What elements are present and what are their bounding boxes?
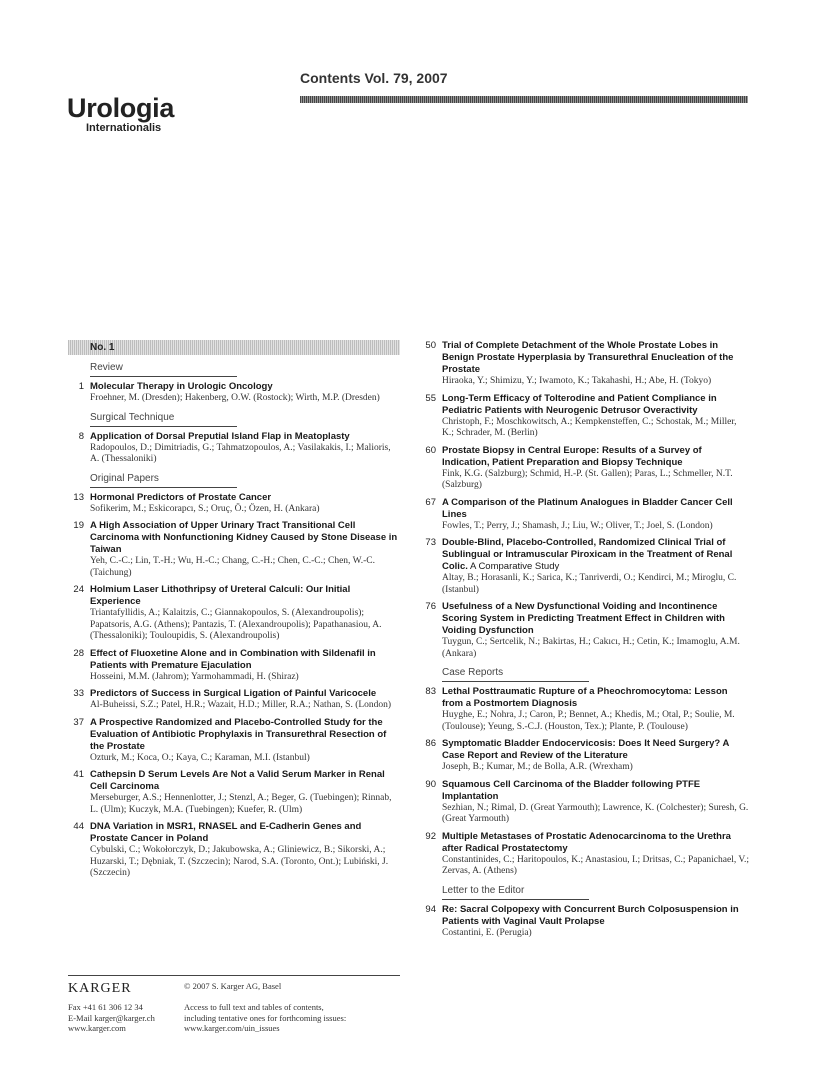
entry-authors: Hosseini, M.M. (Jahrom); Yarmohammadi, H. (Shiraz) [90, 671, 299, 682]
entry-title[interactable] [442, 831, 750, 855]
entry-title-text: A Comparison of the Platinum Analogues in Bladder Cancer Cell Lines [442, 496, 733, 520]
entry-page-number: 19 [73, 520, 84, 531]
entry-title[interactable] [90, 821, 400, 845]
entry-page-number: 60 [425, 444, 436, 456]
section-heading [68, 411, 400, 427]
entry-title[interactable] [442, 537, 750, 573]
section-label: Case Reports [442, 667, 504, 678]
contents-title: Contents Vol. 79, 2007 [300, 70, 448, 86]
entry-title-text: Prostate Biopsy in Central Europe: Results of a Survey of Indication, Patient Preparation and Biopsy Technique [442, 444, 702, 468]
entry-authors: Al-Buheissi, S.Z.; Patel, H.R.; Wazait, H.D.; Miller, R.A.; Nathan, S. (London) [90, 700, 392, 710]
section-heading [420, 884, 750, 900]
entry-title-text: Double-Blind, Placebo-Controlled, Randomized Clinical Trial of Sublingual or Intramuscular Piroxicam in the Treatment of Renal Colic. [442, 537, 733, 572]
entry-title[interactable] [90, 688, 400, 700]
entry-subtitle: A Comparative Study [467, 561, 560, 572]
toc-entry[interactable] [420, 601, 750, 660]
entry-page-number: 50 [425, 340, 436, 351]
toc-entry[interactable] [420, 904, 750, 940]
entry-page-number: 67 [425, 496, 436, 508]
entry-authors: Christoph, F.; Moschkowitsch, A.; Kempkensteffen, C.; Schostak, M.; Miller, K.; Schrader, M. (Berlin) [442, 416, 737, 438]
entry-title[interactable] [90, 584, 400, 608]
entry-title[interactable] [442, 779, 750, 803]
entry-page-number: 44 [73, 821, 84, 832]
entry-title-text: Usefulness of a New Dysfunctional Voiding and Incontinence Scoring System in Predicting Treatment Effect in Children with Voiding Dysfunction [442, 601, 725, 636]
access-link[interactable]: www.karger.com/uin_issues [184, 1023, 280, 1033]
section-heading [420, 666, 750, 682]
issue-number-bar: No. 1 [68, 340, 400, 355]
publisher-logo: KARGER [68, 981, 132, 996]
publisher-contact [68, 1002, 155, 1034]
section-rule [90, 487, 237, 488]
entry-page-number: 94 [425, 903, 436, 915]
footer-rule [68, 975, 400, 976]
access-info [184, 1002, 346, 1034]
contact-website[interactable]: www.karger.com [68, 1023, 126, 1033]
toc-entry[interactable] [420, 340, 750, 388]
section-label: Surgical Technique [90, 411, 175, 423]
entry-title[interactable] [442, 445, 750, 469]
right-column [420, 340, 750, 944]
entry-page-number: 92 [425, 830, 436, 842]
entry-title-text: A High Association of Upper Urinary Tract Transitional Cell Carcinoma with Nonfunctioning Kidney Caused by Stone Disease in Taiwan [90, 520, 398, 555]
entry-page-number: 37 [73, 716, 84, 728]
entry-title[interactable] [442, 497, 750, 521]
entry-page-number: 13 [73, 491, 84, 503]
entry-authors: Costantini, E. (Perugia) [442, 927, 532, 938]
entry-title[interactable] [90, 381, 400, 393]
entry-authors: Fowles, T.; Perry, J.; Shamash, J.; Liu, W.; Oliver, T.; Joel, S. (London) [442, 520, 713, 531]
entry-page-number: 28 [73, 647, 84, 659]
toc-entry[interactable] [420, 537, 750, 596]
toc-entry[interactable] [68, 688, 400, 712]
entry-title[interactable] [442, 601, 750, 637]
section-rule [90, 426, 237, 427]
toc-entry[interactable] [68, 492, 400, 516]
entry-title-text: Predictors of Success in Surgical Ligation of Painful Varicocele [90, 688, 377, 699]
toc-entry[interactable] [68, 717, 400, 765]
entry-title[interactable] [90, 717, 400, 753]
contact-fax: Fax +41 61 306 12 34 [68, 1002, 143, 1012]
entry-page-number: 90 [425, 778, 436, 790]
entry-authors: Joseph, B.; Kumar, M.; de Bolla, A.R. (Wrexham) [442, 762, 633, 772]
title-hatched-bar [300, 96, 748, 103]
entry-title-text: Symptomatic Bladder Endocervicosis: Does It Need Surgery? A Case Report and Review of the Literature [442, 738, 730, 761]
left-column [68, 340, 400, 885]
entry-title-text: Long-Term Efficacy of Tolterodine and Patient Compliance in Pediatric Patients with Neurogenic Detrusor Overactivity [442, 392, 717, 416]
entry-title-text: A Prospective Randomized and Placebo-Controlled Study for the Evaluation of Antibiotic Prophylaxis in Transurethral Resection of the Prostate [90, 716, 387, 752]
toc-entry[interactable] [420, 779, 750, 826]
entry-authors: Cybulski, C.; Wokołorczyk, D.; Jakubowska, A.; Gliniewicz, B.; Sikorski, A.; Huzarski, T.; Dębniak, T. (Szczecin); Narod, S.A. (Toronto, Ont.); Lubiński, J. (Szczecin) [90, 845, 389, 878]
toc-entry[interactable] [68, 381, 400, 405]
entry-page-number: 73 [425, 537, 436, 548]
entry-title-text: Trial of Complete Detachment of the Whole Prostate Lobes in Benign Prostate Hyperplasia by Transurethral Enucleation of the Prostate [442, 340, 734, 375]
entry-authors: Constantinides, C.; Haritopoulos, K.; Anastasiou, I.; Dritsas, C.; Papanichael, V.; Zervas, A. (Athens) [442, 854, 750, 876]
section-rule [442, 899, 589, 900]
entry-title[interactable] [442, 686, 750, 710]
entry-page-number: 33 [73, 688, 84, 699]
toc-entry[interactable] [68, 821, 400, 880]
section-label: Letter to the Editor [442, 884, 525, 896]
toc-entry[interactable] [420, 393, 750, 440]
entry-authors: Radopoulos, D.; Dimitriadis, G.; Tahmatzopoulos, A.; Vasilakakis, I.; Malioris, A. (Thessaloniki) [90, 442, 391, 464]
entry-page-number: 86 [425, 738, 436, 749]
section-heading [68, 472, 400, 488]
entry-title-text: Hormonal Predictors of Prostate Cancer [90, 491, 272, 503]
entry-authors: Ozturk, M.; Koca, O.; Kaya, C.; Karaman, M.I. (Istanbul) [90, 752, 310, 763]
entry-title-text: Re: Sacral Colpopexy with Concurrent Burch Colposuspension in Patients with Vaginal Vault Prolapse [442, 903, 739, 927]
section-rule [90, 376, 237, 377]
entry-title[interactable] [90, 431, 400, 443]
entry-title-text: Lethal Posttraumatic Rupture of a Pheochromocytoma: Lesson from a Postmortem Diagnosis [442, 686, 728, 709]
toc-entry[interactable] [68, 431, 400, 466]
access-line-1: Access to full text and tables of contents, [184, 1002, 324, 1012]
entry-page-number: 83 [425, 686, 436, 697]
entry-title-text: DNA Variation in MSR1, RNASEL and E-Cadherin Genes and Prostate Cancer in Poland [90, 821, 362, 844]
entry-authors: Triantafyllidis, A.; Kalaitzis, C.; Giannakopoulos, S. (Alexandroupolis); Papatsoris, A.G. (Athens); Pantazis, T. (Alexandroupolis); Papathanasiou, A. (Thessaloniki); Touloupidis, S. (Alexandroupolis) [90, 608, 382, 641]
entry-title[interactable] [442, 393, 750, 417]
journal-logo [67, 94, 174, 134]
toc-entry[interactable] [68, 648, 400, 684]
copyright-notice: © 2007 S. Karger AG, Basel [184, 981, 282, 991]
journal-subtitle: Internationalis [86, 122, 162, 134]
entry-page-number: 76 [425, 601, 436, 612]
toc-entry[interactable] [68, 520, 400, 579]
entry-title-text: Squamous Cell Carcinoma of the Bladder following PTFE Implantation [442, 778, 701, 802]
right-sections [420, 340, 750, 939]
toc-entry[interactable] [420, 831, 750, 878]
entry-authors: Sofikerim, M.; Eskicorapcı, S.; Oruç, Ö.; Özen, H. (Ankara) [90, 503, 320, 514]
entry-page-number: 8 [78, 430, 84, 442]
toc-entry[interactable] [420, 445, 750, 492]
entry-title-text: Cathepsin D Serum Levels Are Not a Valid Serum Marker in Renal Cell Carcinoma [90, 769, 385, 792]
entry-authors: Fink, K.G. (Salzburg); Schmid, H.-P. (St. Gallen); Paras, L.; Schmeller, N.T. (Salzburg) [442, 468, 733, 490]
entry-authors: Hiraoka, Y.; Shimizu, Y.; Iwamoto, K.; Takahashi, H.; Abe, H. (Tokyo) [442, 376, 712, 386]
toc-entry[interactable] [68, 769, 400, 816]
toc-entry[interactable] [420, 686, 750, 733]
entry-title-text: Multiple Metastases of Prostatic Adenocarcinoma to the Urethra after Radical Prostatectomy [442, 830, 731, 854]
contact-email[interactable]: E-Mail karger@karger.ch [68, 1012, 155, 1023]
toc-entry[interactable] [420, 738, 750, 774]
entry-authors: Froehner, M. (Dresden); Hakenberg, O.W. (Rostock); Wirth, M.P. (Dresden) [90, 393, 380, 403]
entry-page-number: 41 [73, 769, 84, 780]
entry-title[interactable] [90, 492, 400, 504]
entry-title[interactable] [442, 738, 750, 762]
entry-page-number: 24 [73, 584, 84, 595]
entry-title[interactable] [442, 904, 750, 928]
entry-page-number: 55 [425, 392, 436, 404]
entry-title[interactable] [442, 340, 750, 376]
toc-entry[interactable] [420, 497, 750, 533]
toc-entry[interactable] [68, 584, 400, 643]
entry-title[interactable] [90, 769, 400, 793]
section-heading [68, 361, 400, 377]
section-label: Original Papers [90, 472, 159, 484]
access-line-2: including tentative ones for forthcoming issues: [184, 1012, 347, 1023]
entry-title-text: Application of Dorsal Preputial Island Flap in Meatoplasty [90, 430, 350, 442]
entry-authors: Merseburger, A.S.; Hennenlotter, J.; Stenzl, A.; Beger, G. (Tuebingen); Rinnab, L. (Ulm); Kuczyk, M.A. (Tuebingen); Kuefer, R. (Ulm) [90, 793, 392, 815]
entry-title-text: Molecular Therapy in Urologic Oncology [90, 381, 273, 392]
entry-title-text: Holmium Laser Lithothripsy of Ureteral Calculi: Our Initial Experience [90, 584, 351, 607]
entry-authors: Tuygun, C.; Sertcelik, N.; Bakirtas, H.; Cakıcı, H.; Cetin, K.; Imamoglu, A.M. (Ankara) [442, 637, 740, 659]
journal-name: Urologia [67, 93, 175, 123]
entry-title[interactable] [90, 520, 400, 556]
entry-authors: Huyghe, E.; Nohra, J.; Caron, P.; Bennet, A.; Khedis, M.; Otal, P.; Soulie, M. (Toulouse); Yeung, S.-C.J. (Houston, Tex.); Plante, P. (Toulouse) [442, 710, 735, 732]
entry-title-text: Effect of Fluoxetine Alone and in Combination with Sildenafil in Patients with Premature Ejaculation [90, 647, 376, 671]
section-label: Review [90, 362, 123, 373]
entry-page-number: 1 [78, 381, 84, 392]
entry-authors: Sezhian, N.; Rimal, D. (Great Yarmouth); Lawrence, K. (Colchester); Suresh, G. (Great Yarmouth) [442, 802, 749, 824]
left-sections [68, 361, 400, 880]
section-rule [442, 681, 589, 682]
entry-authors: Yeh, C.-C.; Lin, T.-H.; Wu, H.-C.; Chang, C.-H.; Chen, C.-C.; Chen, W.-C. (Taichung) [90, 556, 375, 578]
entry-title[interactable] [90, 648, 400, 672]
entry-authors: Altay, B.; Horasanli, K.; Sarica, K.; Tanriverdi, O.; Kendirci, M.; Miroglu, C. (Istanbul) [442, 573, 737, 595]
